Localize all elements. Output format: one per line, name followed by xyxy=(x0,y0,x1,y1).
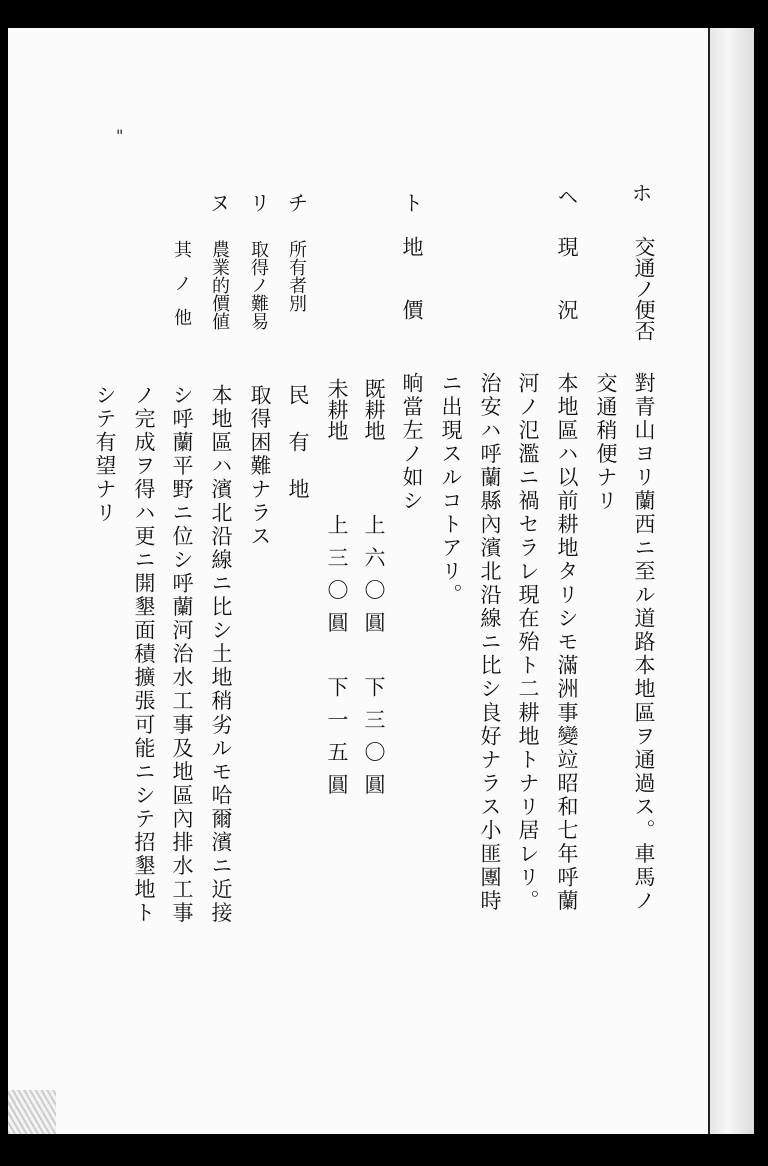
marker-nu: ヌ xyxy=(207,192,231,213)
mikouchi-label: 未耕地 xyxy=(325,378,349,441)
genkyou-line-1: 本地區ハ以前耕地タリシモ滿洲事變竝昭和七年呼蘭 xyxy=(555,372,579,913)
marker-ho: ホ xyxy=(629,182,653,203)
kikouchi-upper-price: 上六〇圓 xyxy=(362,514,386,645)
heading-chika: 地 價 xyxy=(400,236,424,320)
shoyuu-value: 民 有 地 xyxy=(286,384,310,502)
kikouchi-label: 既耕地 xyxy=(362,378,386,441)
koutsu-line-1: 對青山ヨリ蘭西ニ至ル道路本地區ヲ通過ス。車馬ノ xyxy=(632,372,656,913)
nougyou-line-4: シテ有望ナリ xyxy=(93,384,117,526)
genkyou-line-2: 河ノ氾濫ニ禍セラレ現在殆ト二耕地トナリ居レリ。 xyxy=(516,372,540,913)
heading-nougyou: 農業的價値 xyxy=(209,240,230,330)
smudge-mark: " xyxy=(116,126,124,145)
heading-shutoku: 取得ノ難易 xyxy=(248,240,269,330)
marker-to: ト xyxy=(400,192,424,213)
marker-ri: リ xyxy=(247,192,271,213)
page-gutter xyxy=(708,28,754,1134)
chika-intro: 晌當左ノ如シ xyxy=(400,372,424,514)
nougyou-line-2: シ呼蘭平野ニ位シ呼蘭河治水工事及地區內排水工事 xyxy=(170,384,194,925)
heading-sonota: 其ノ他 xyxy=(171,240,192,343)
shutoku-value: 取得困難ナラス xyxy=(248,384,272,549)
heading-shoyuu: 所有者別 xyxy=(286,240,307,312)
kikouchi-lower-price: 下三〇圓 xyxy=(362,676,386,807)
heading-koutsu: 交通ノ便否 xyxy=(632,236,656,341)
nougyou-line-3: ノ完成ヲ得ハ更ニ開墾面積擴張可能ニシテ招墾地ト xyxy=(132,384,156,925)
heading-genkyou: 現 況 xyxy=(555,236,579,320)
mikouchi-upper-price: 上三〇圓 xyxy=(325,514,349,645)
genkyou-line-4: ニ出現スルコトアリ。 xyxy=(439,372,463,608)
marker-chi: チ xyxy=(285,192,309,213)
koutsu-line-2: 交通稍便ナリ xyxy=(594,372,618,514)
nougyou-line-1: 本地區ハ濱北沿線ニ比シ土地稍劣ルモ哈爾濱ニ近接 xyxy=(209,384,233,925)
mikouchi-lower-price: 下一五圓 xyxy=(325,676,349,807)
marker-he: ヘ xyxy=(555,186,579,207)
page-corner-wear xyxy=(8,1090,56,1134)
genkyou-line-3: 治安ハ呼蘭縣內濱北沿線ニ比シ良好ナラス小匪團時 xyxy=(478,372,502,913)
